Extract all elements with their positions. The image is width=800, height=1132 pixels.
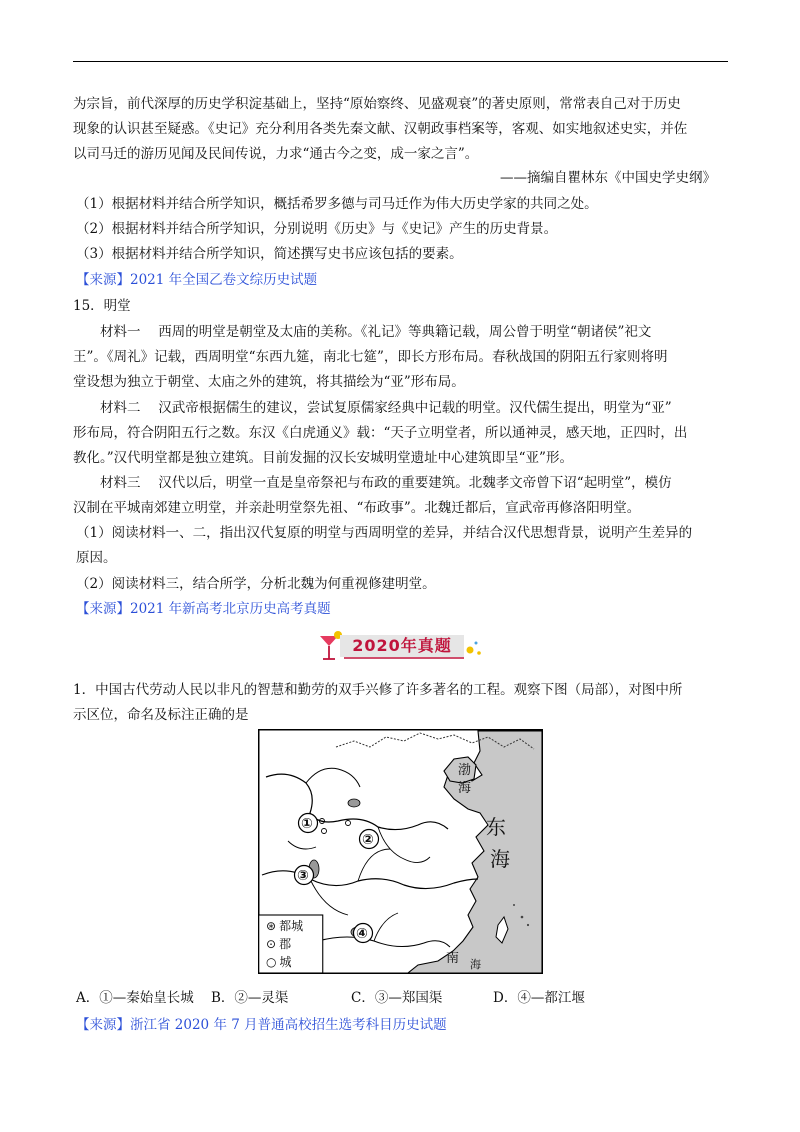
source-tag: 【来源】: [76, 1017, 130, 1033]
q1-source[interactable]: [76, 1015, 447, 1035]
source-tag: 【来源】: [76, 601, 130, 617]
q14-question: （2）根据材料并结合所学知识，分别说明《历史》与《史记》产生的历史背景。: [76, 221, 558, 237]
q15-material-line: 形布局，符合阴阳五行之数。东汉《白虎通义》载：“天子立明堂者，所以通神灵，感天地，正四时，出: [73, 425, 688, 441]
q15-question: 原因。: [76, 550, 117, 566]
sea-label: 海: [458, 781, 472, 796]
q15-material-line: 堂设想为独立于朝堂、太庙之外的建筑，将其描绘为“亚”形布局。: [73, 374, 465, 390]
map-marker-4: ④: [356, 926, 368, 942]
q15-material-line: 材料一 西周的明堂是朝堂及太庙的美称。《礼记》等典籍记载，周公曾于明堂“朝诸侯”祀文: [100, 324, 652, 340]
source-tag: 【来源】: [76, 272, 130, 288]
q15-material-line: 教化。”汉代明堂都是独立建筑。目前发掘的汉长安城明堂遗址中心建筑即呈“亚”形。: [73, 450, 573, 466]
option-a[interactable]: A．①—秦始皇长城: [76, 990, 194, 1006]
source-link[interactable]: 2021 年全国乙卷文综历史试题: [130, 272, 318, 288]
q14-question: （1）根据材料并结合所学知识，概括希罗多德与司马迁作为伟大历史学家的共同之处。: [76, 196, 598, 212]
banner-title: 2020年真题: [340, 635, 464, 657]
q14-source[interactable]: [76, 270, 317, 290]
q14-question: （3）根据材料并结合所学知识，简述撰写史书应该包括的要素。: [76, 246, 463, 262]
section-banner: [318, 630, 488, 664]
q15-material-line: 王”。《周礼》记载，西周明堂“东西九筵，南北七筵”，即长方形布局。春秋战国的阴阳五行家则将明: [73, 349, 668, 365]
q14-material-line: 现象的认识甚至疑惑。《史记》充分利用各类先秦文献、汉朝政事档案等，客观、如实地叙述史实，并佐: [73, 121, 688, 137]
q14-material-line: 以司马迁的游历见闻及民间传说，力求“通古今之变，成一家之言”。: [73, 146, 479, 162]
map-marker-1: ①: [301, 816, 313, 832]
q1-stem-line: 示区位，命名及标注正确的是: [73, 707, 249, 723]
map-marker-2: ②: [362, 832, 374, 848]
option-d[interactable]: D．④—都江堰: [493, 990, 585, 1006]
sea-label: 南: [446, 951, 460, 966]
map-marker-3: ③: [297, 868, 309, 884]
header-rule: [73, 61, 728, 62]
q15-question: （2）阅读材料三，结合所学，分析北魏为何重视修建明堂。: [76, 576, 436, 592]
historical-map: [258, 729, 543, 974]
q15-title: 15．明堂: [73, 298, 131, 314]
city-icon: ○: [266, 955, 277, 969]
q14-citation: ——摘编自瞿林东《中国史学史纲》: [500, 170, 716, 186]
q15-material-line: 汉制在平城南郊建立明堂，并亲赴明堂祭先祖、“布政事”。北魏迁都后，宣武帝再修洛阳明堂。: [73, 500, 641, 516]
capital-icon: ⊛: [266, 919, 277, 933]
source-link[interactable]: 2021 年新高考北京历史高考真题: [130, 601, 331, 617]
source-link[interactable]: 浙江省 2020 年 7 月普通高校招生选考科目历史试题: [130, 1017, 447, 1033]
legend-commandery: ⊙ 郡: [266, 937, 292, 951]
commandery-icon: ⊙: [266, 937, 277, 951]
legend-capital: ⊛ 都城: [266, 919, 304, 933]
sea-label: 海: [470, 958, 481, 971]
q15-material-line: 材料二 汉武帝根据儒生的建议，尝试复原儒家经典中记载的明堂。汉代儒生提出，明堂为“亚”: [100, 400, 672, 416]
sea-label: 渤: [458, 763, 472, 778]
sea-label: 东: [486, 815, 506, 839]
option-b[interactable]: B．②—灵渠: [211, 990, 289, 1006]
legend-city: ○ 城: [266, 955, 292, 969]
q1-stem-line: 1．中国古代劳动人民以非凡的智慧和勤劳的双手兴修了许多著名的工程。观察下图（局部），对图中所: [73, 682, 683, 698]
q15-source[interactable]: [76, 599, 331, 619]
q14-material-line: 为宗旨，前代深厚的历史学积淀基础上，坚持“原始察终、见盛观衰”的著史原则，常常表自己对于历史: [73, 96, 681, 112]
q15-material-line: 材料三 汉代以后，明堂一直是皇帝祭祀与布政的重要建筑。北魏孝文帝曾下诏“起明堂”，模仿: [100, 475, 672, 491]
sea-label: 海: [490, 847, 510, 871]
option-c[interactable]: C．③—郑国渠: [351, 990, 443, 1006]
q15-question: （1）阅读材料一、二，指出汉代复原的明堂与西周明堂的差异，并结合汉代思想背景，说明产生差异的: [76, 525, 693, 541]
